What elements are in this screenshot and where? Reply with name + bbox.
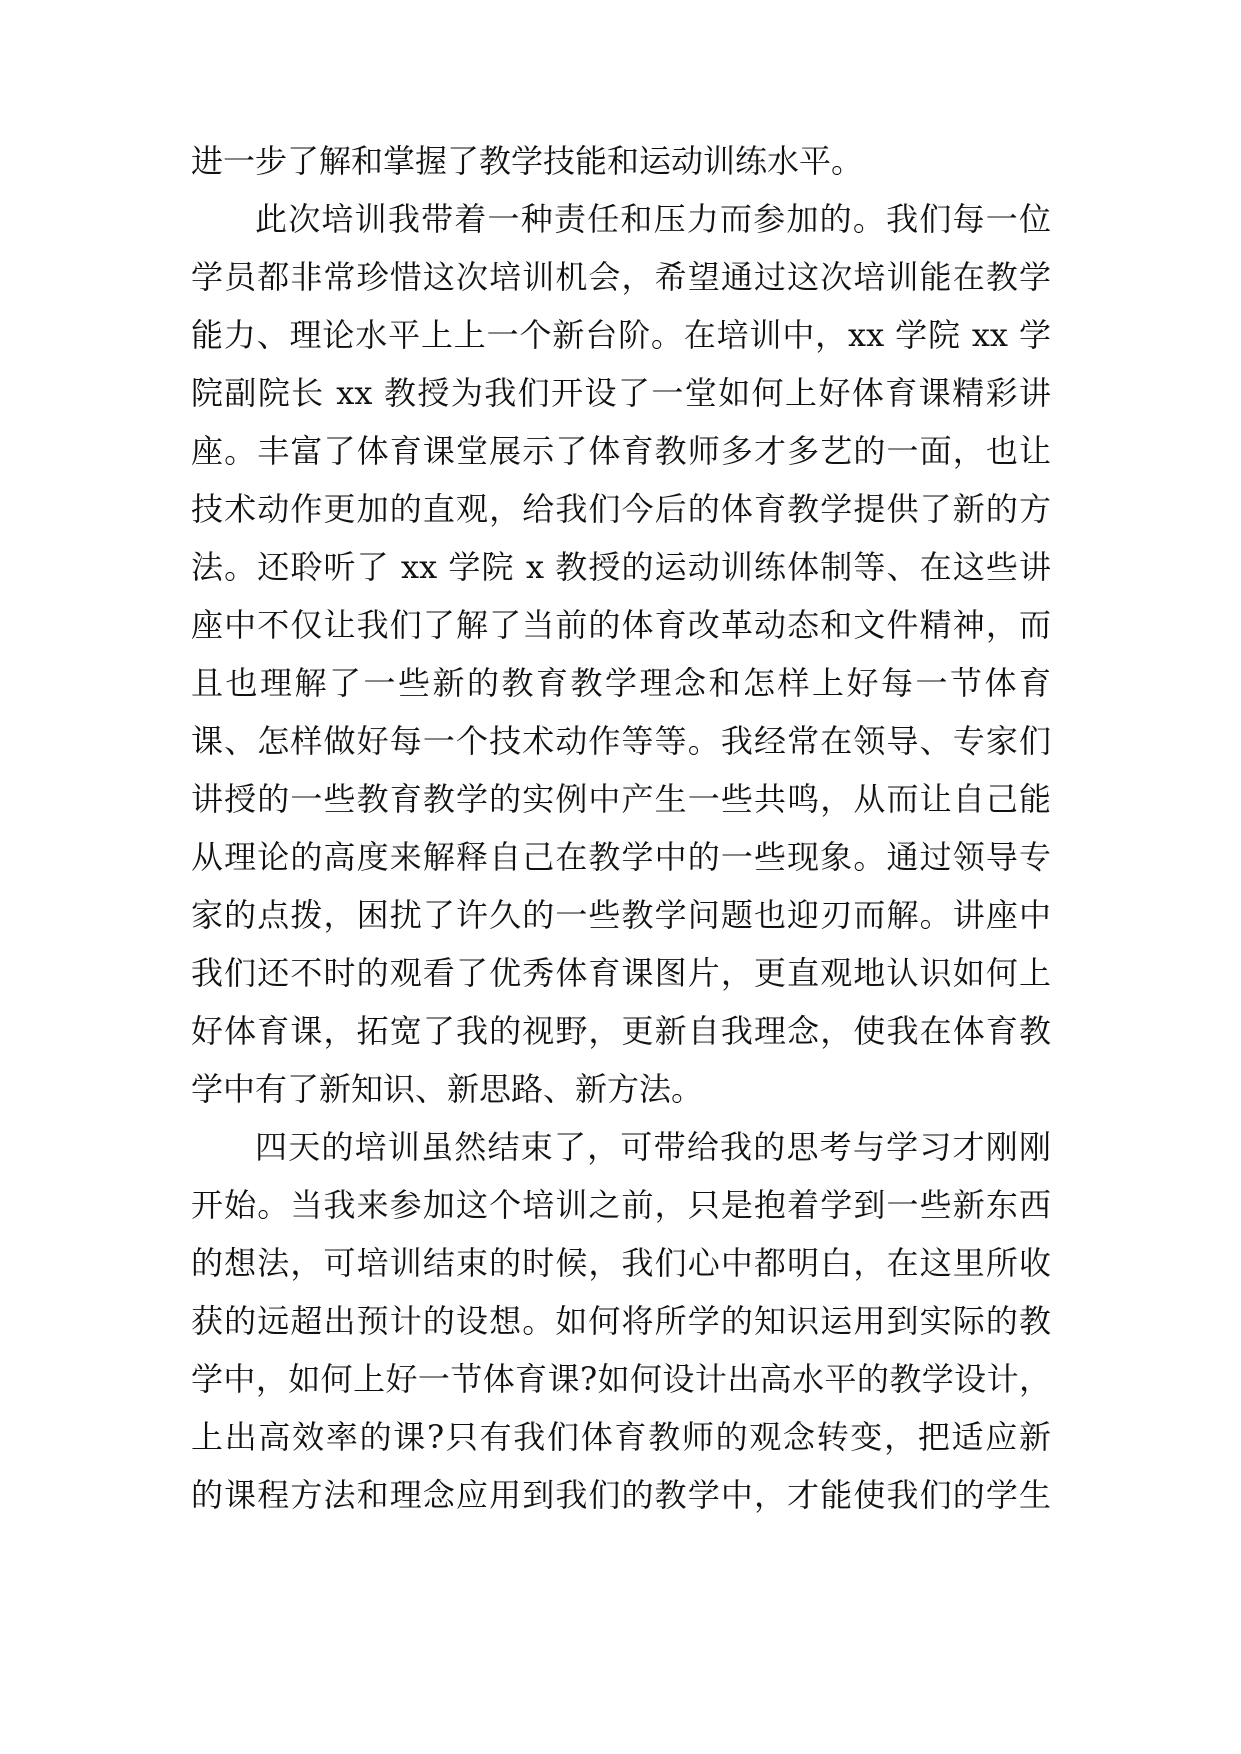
- text-line: 座中不仅让我们了解了当前的体育改革动态和文件精神，而: [191, 606, 1051, 644]
- text-line: 从理论的高度来解释自己在教学中的一些现象。通过领导专: [191, 838, 1051, 876]
- text-line: 我们还不时的观看了优秀体育课图片，更直观地认识如何上: [191, 954, 1051, 992]
- text-line: 家的点拨，困扰了许久的一些教学问题也迎刃而解。讲座中: [191, 896, 1051, 934]
- text-line: 学中，如何上好一节体育课?如何设计出高水平的教学设计，: [191, 1360, 1051, 1398]
- text-line: 获的远超出预计的设想。如何将所学的知识运用到实际的教: [191, 1302, 1051, 1340]
- text-line: 的课程方法和理念应用到我们的教学中，才能使我们的学生: [191, 1476, 1051, 1514]
- text-line: 好体育课，拓宽了我的视野，更新自我理念，使我在体育教: [191, 1012, 1051, 1050]
- text-line: 开始。当我来参加这个培训之前，只是抱着学到一些新东西: [191, 1186, 1051, 1224]
- text-line: 技术动作更加的直观，给我们今后的体育教学提供了新的方: [191, 490, 1051, 528]
- text-line: 讲授的一些教育教学的实例中产生一些共鸣，从而让自己能: [191, 780, 1051, 818]
- text-line: 且也理解了一些新的教育教学理念和怎样上好每一节体育: [191, 664, 1051, 702]
- paragraph-last-line: 学中有了新知识、新思路、新方法。: [191, 1070, 704, 1108]
- text-line: 进一步了解和掌握了教学技能和运动训练水平。: [191, 142, 864, 180]
- text-line: 院副院长 xx 教授为我们开设了一堂如何上好体育课精彩讲: [191, 374, 1051, 412]
- text-line: 能力、理论水平上上一个新台阶。在培训中，xx 学院 xx 学: [191, 316, 1051, 354]
- text-line: 上出高效率的课?只有我们体育教师的观念转变，把适应新: [191, 1418, 1051, 1456]
- text-line: 法。还聆听了 xx 学院 x 教授的运动训练体制等、在这些讲: [191, 548, 1051, 586]
- paragraph-first-line: 四天的培训虽然结束了，可带给我的思考与学习才刚刚: [255, 1128, 1051, 1166]
- text-line: 学员都非常珍惜这次培训机会，希望通过这次培训能在教学: [191, 258, 1051, 296]
- text-line: 课、怎样做好每一个技术动作等等。我经常在领导、专家们: [191, 722, 1051, 760]
- paragraph-first-line: 此次培训我带着一种责任和压力而参加的。我们每一位: [255, 200, 1051, 238]
- text-line: 的想法，可培训结束的时候，我们心中都明白，在这里所收: [191, 1244, 1051, 1282]
- text-line: 座。丰富了体育课堂展示了体育教师多才多艺的一面，也让: [191, 432, 1051, 470]
